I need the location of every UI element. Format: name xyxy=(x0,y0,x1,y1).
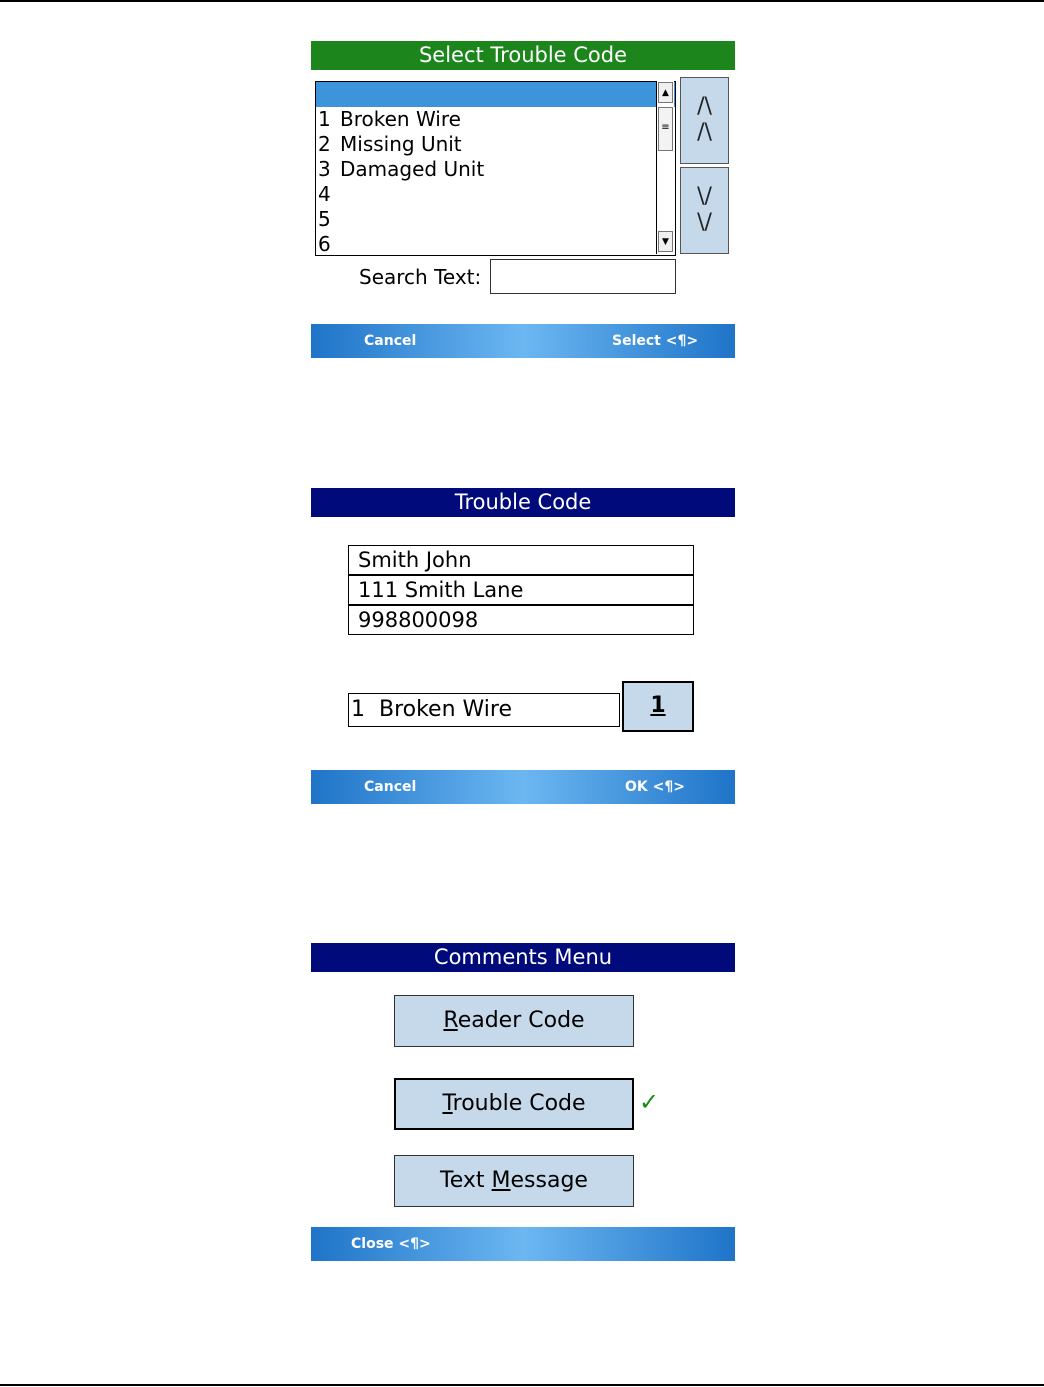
select-trouble-code-screen xyxy=(311,41,735,358)
double-chevron-down-icon: \/ \/ xyxy=(697,184,712,235)
trouble-code-select-button[interactable]: 1 xyxy=(622,681,694,732)
comments-menu-screen xyxy=(311,943,735,1261)
trouble-code-list[interactable] xyxy=(315,81,676,256)
double-chevron-up-icon: /\ /\ xyxy=(697,94,712,145)
softkey-bar xyxy=(311,770,735,804)
list-item[interactable] xyxy=(316,132,675,157)
list-scrollbar[interactable] xyxy=(656,81,674,254)
scroll-thumb[interactable]: ≡ xyxy=(658,107,673,151)
cancel-softkey[interactable]: Cancel xyxy=(364,333,417,349)
cancel-softkey[interactable]: Cancel xyxy=(364,779,417,795)
list-item-label: Broken Wire xyxy=(340,107,461,131)
list-item[interactable] xyxy=(316,157,675,182)
button-label-mnemonic: R xyxy=(443,1008,458,1033)
button-label-mnemonic: T xyxy=(442,1091,453,1116)
scroll-down-arrow-icon[interactable]: ▼ xyxy=(658,231,673,252)
close-softkey[interactable]: Close <¶> xyxy=(351,1236,431,1252)
screen-title: Select Trouble Code xyxy=(311,41,735,70)
list-item-label: Missing Unit xyxy=(340,132,462,156)
list-item[interactable] xyxy=(316,232,675,256)
list-item-label: Damaged Unit xyxy=(340,157,485,181)
trouble-code-screen xyxy=(311,488,735,804)
page-up-button[interactable] xyxy=(680,77,729,164)
trouble-code-button[interactable] xyxy=(394,1078,634,1130)
button-label-post: essage xyxy=(510,1168,588,1193)
list-item-number: 6 xyxy=(318,232,331,256)
top-rule xyxy=(0,0,1044,2)
list-item[interactable] xyxy=(316,182,675,207)
ok-softkey[interactable]: OK <¶> xyxy=(625,779,685,795)
button-label-post: rouble Code xyxy=(452,1091,586,1116)
screen-title: Trouble Code xyxy=(311,488,735,517)
scroll-up-arrow-icon[interactable]: ▲ xyxy=(658,82,673,103)
softkey-bar xyxy=(311,1227,735,1261)
account-number-field: 998800098 xyxy=(348,605,694,635)
button-label-pre: Text xyxy=(440,1168,492,1193)
list-item[interactable] xyxy=(316,107,675,132)
list-item-number: 1 xyxy=(318,107,331,131)
checkmark-icon: ✓ xyxy=(639,1088,660,1116)
select-softkey[interactable]: Select <¶> xyxy=(612,333,699,349)
list-item[interactable] xyxy=(316,82,675,107)
list-item-number: 5 xyxy=(318,207,331,231)
search-input[interactable] xyxy=(490,259,676,294)
list-item-number: 3 xyxy=(318,157,331,181)
trouble-code-field[interactable]: 1 Broken Wire xyxy=(348,693,620,727)
text-message-button[interactable] xyxy=(394,1155,634,1207)
list-item-number: 4 xyxy=(318,182,331,206)
softkey-bar xyxy=(311,324,735,358)
bottom-rule xyxy=(0,1384,1044,1386)
list-item[interactable] xyxy=(316,207,675,232)
customer-name-field: Smith John xyxy=(348,545,694,575)
button-label-mnemonic: M xyxy=(491,1168,511,1193)
button-label-post: eader Code xyxy=(457,1008,585,1033)
reader-code-button[interactable] xyxy=(394,995,634,1047)
page-down-button[interactable] xyxy=(680,167,729,254)
customer-address-field: 111 Smith Lane xyxy=(348,575,694,605)
search-label: Search Text: xyxy=(359,265,482,289)
list-item-number: 2 xyxy=(318,132,331,156)
screen-title: Comments Menu xyxy=(311,943,735,972)
